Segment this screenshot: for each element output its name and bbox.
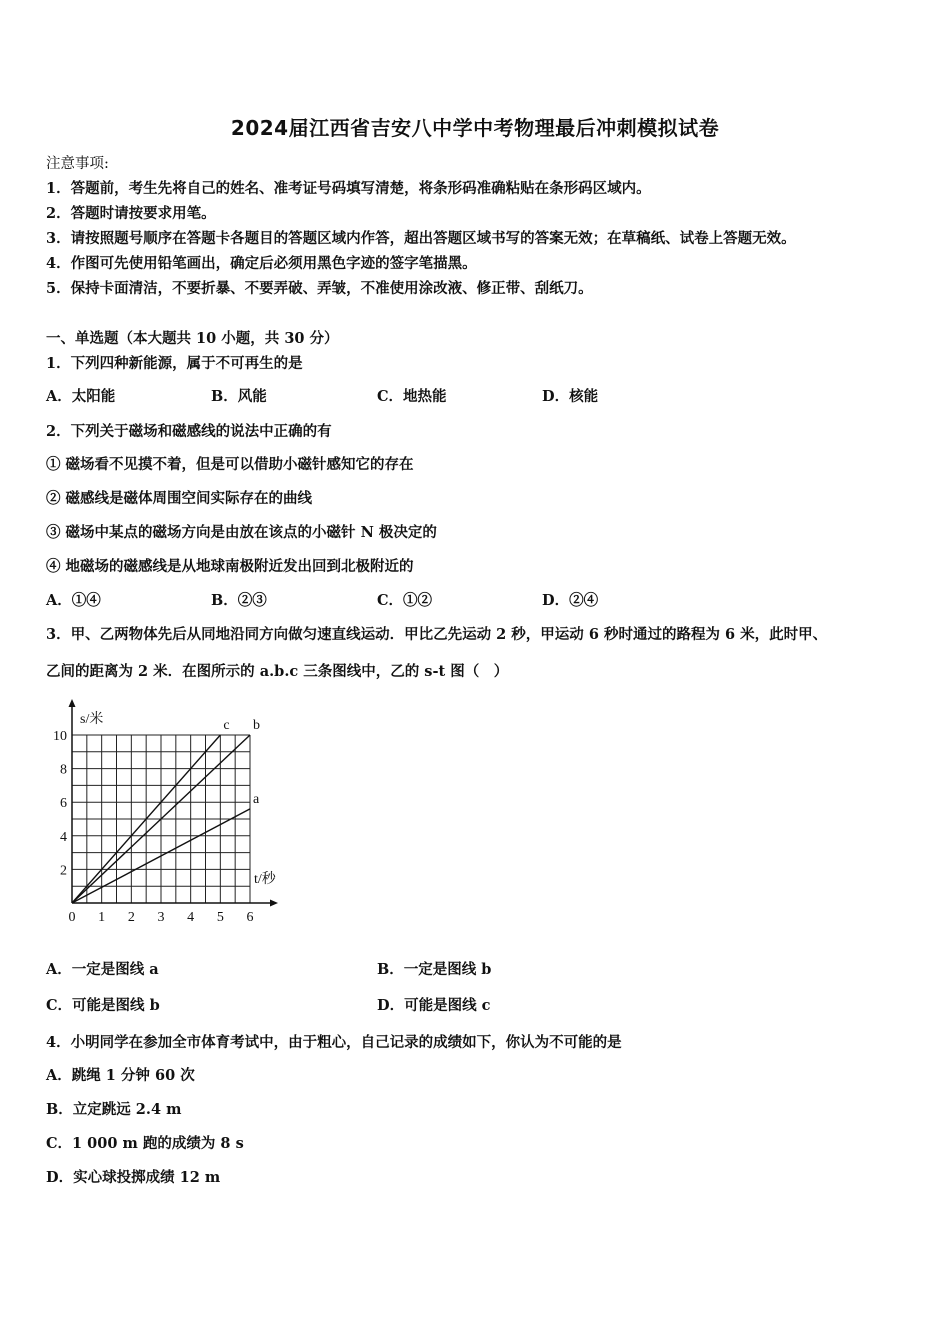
q2-option-b[interactable]: B．②③: [211, 592, 267, 609]
q1-option-c[interactable]: C．地热能: [377, 388, 447, 405]
note-item: 1．答题前，考生先将自己的姓名、准考证号码填写清楚，将条形码准确粘贴在条形码区域内。: [46, 180, 651, 197]
q3-option-d[interactable]: D．可能是图线 c: [377, 997, 491, 1014]
y-tick-label: 2: [60, 863, 67, 879]
q4-option-d[interactable]: D．实心球投掷成绩 12 m: [46, 1169, 221, 1186]
q2-statement: ① 磁场看不见摸不着，但是可以借助小磁针感知它的存在: [46, 456, 414, 473]
q3-option-a[interactable]: A．一定是图线 a: [46, 961, 159, 978]
q4-option-b[interactable]: B．立定跳远 2.4 m: [46, 1101, 182, 1118]
notes-heading: 注意事项:: [46, 156, 109, 172]
note-item: 2．答题时请按要求用笔。: [46, 205, 216, 222]
section-heading: 一、单选题（本大题共 10 小题，共 30 分）: [46, 330, 339, 347]
q2-option-d[interactable]: D．②④: [542, 592, 599, 609]
question-2-stem: 2．下列关于磁场和磁感线的说法中正确的有: [46, 423, 332, 440]
q4-option-c[interactable]: C．1 000 m 跑的成绩为 8 s: [46, 1135, 244, 1152]
x-tick-label: 3: [157, 910, 165, 925]
x-tick-label: 6: [246, 910, 254, 925]
series-label-b: b: [253, 718, 260, 733]
y-tick-label: 4: [60, 829, 67, 845]
x-axis-label: t/秒: [254, 872, 276, 887]
q1-option-b[interactable]: B．风能: [211, 388, 267, 405]
q2-option-a[interactable]: A．①④: [46, 592, 101, 609]
q3-option-b[interactable]: B．一定是图线 b: [377, 961, 492, 978]
note-item: 3．请按照题号顺序在答题卡各题目的答题区域内作答，超出答题区域书写的答案无效；在草稿纸、试卷上答题无效。: [46, 230, 796, 247]
y-tick-label: 8: [60, 762, 67, 778]
q1-option-a[interactable]: A．太阳能: [46, 388, 116, 405]
q2-statement: ④ 地磁场的磁感线是从地球南极附近发出回到北极附近的: [46, 558, 414, 575]
x-tick-label: 2: [127, 910, 135, 925]
y-tick-label: 10: [53, 729, 67, 744]
q2-option-c[interactable]: C．①②: [377, 592, 433, 609]
question-3-stem-line1: 3．甲、乙两物体先后从同地沿同方向做匀速直线运动．甲比乙先运动 2 秒，甲运动 6 秒时通过的路程为 6 米，此时甲、: [46, 626, 828, 643]
question-3-stem-line2: 乙间的距离为 2 米．在图所示的 a.b.c 三条图线中，乙的 s-t 图（ ）: [46, 663, 509, 680]
x-tick-label: 5: [216, 910, 224, 925]
page-title: 2024届江西省吉安八中学中考物理最后冲刺模拟试卷: [230, 116, 720, 140]
note-item: 5．保持卡面清洁，不要折暴、不要弄破、弄皱，不准使用涂改液、修正带、刮纸刀。: [46, 280, 593, 297]
series-label-c: c: [223, 718, 230, 733]
x-tick-label: 4: [187, 910, 195, 925]
y-axis-label: s/米: [80, 712, 104, 727]
note-item: 4．作图可先使用铅笔画出，确定后必须用黑色字迹的签字笔描黑。: [46, 255, 477, 272]
x-tick-label: 0: [68, 910, 76, 925]
q2-statement: ② 磁感线是磁体周围空间实际存在的曲线: [46, 490, 313, 507]
x-tick-label: 1: [98, 910, 106, 925]
series-label-a: a: [253, 791, 260, 807]
question-4-stem: 4．小明同学在参加全市体育考试中，由于粗心，自己记录的成绩如下，你认为不可能的是: [46, 1034, 622, 1051]
st-graph: [40, 695, 300, 930]
y-axis-arrow: [69, 699, 76, 707]
x-axis-arrow: [270, 900, 278, 907]
y-tick-label: 6: [60, 796, 67, 812]
q2-statement: ③ 磁场中某点的磁场方向是由放在该点的小磁针 N 极决定的: [46, 524, 437, 541]
question-1-stem: 1．下列四种新能源，属于不可再生的是: [46, 355, 303, 372]
q1-option-d[interactable]: D．核能: [542, 388, 599, 405]
q4-option-a[interactable]: A．跳绳 1 分钟 60 次: [46, 1067, 195, 1084]
q3-option-c[interactable]: C．可能是图线 b: [46, 997, 160, 1014]
